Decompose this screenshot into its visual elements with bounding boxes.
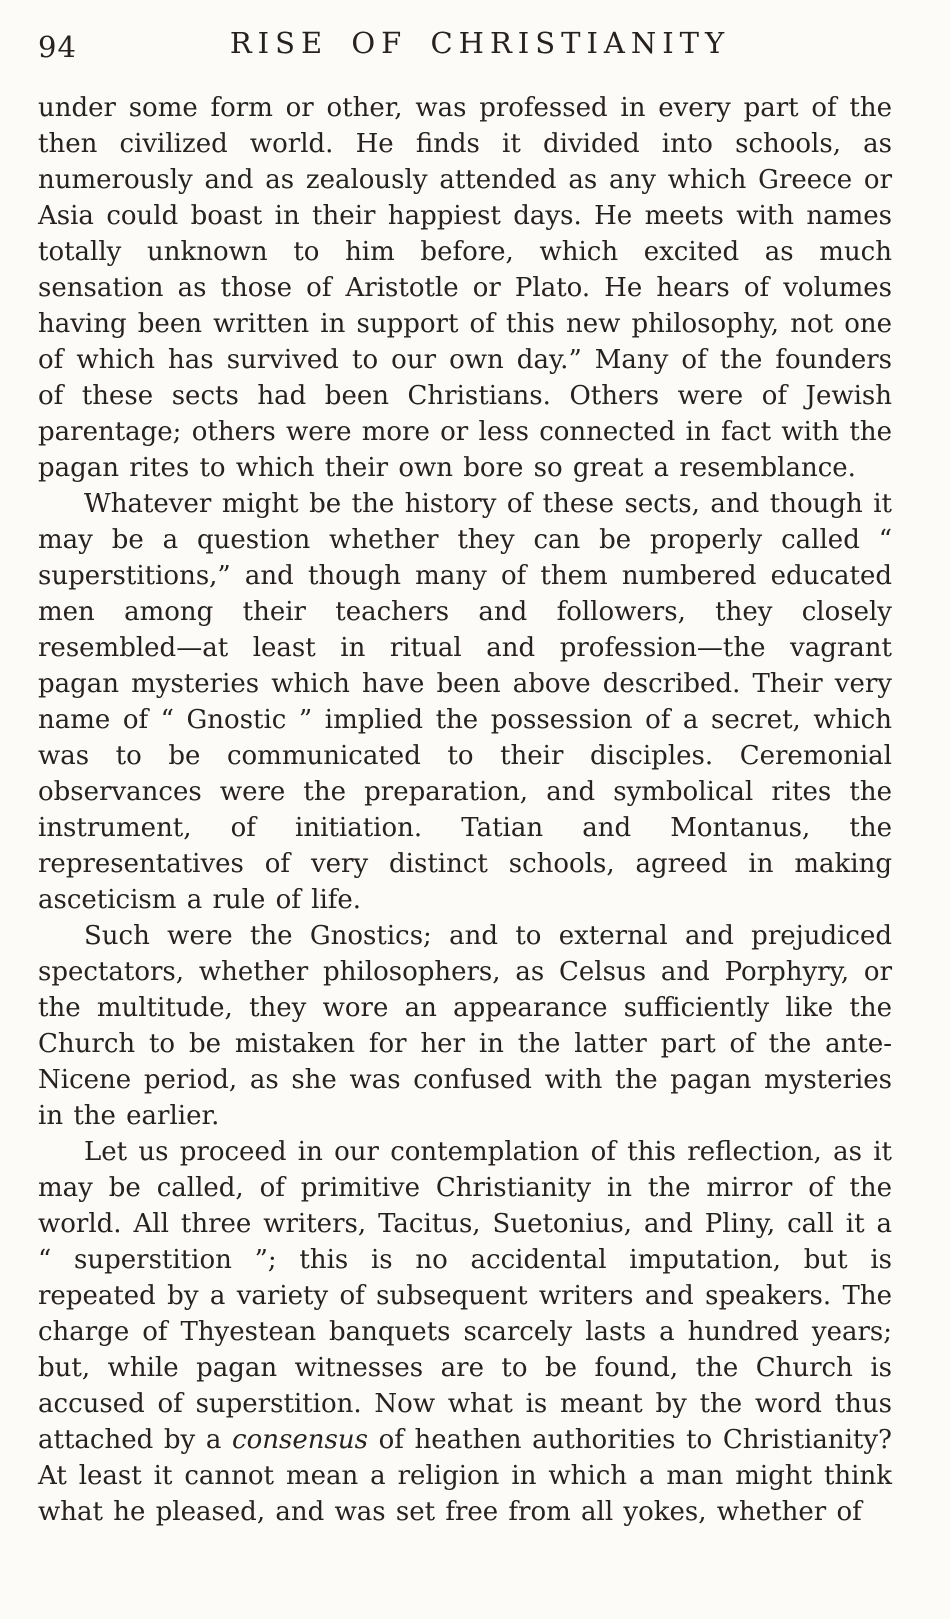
paragraph: under some form or other, was professed in every part of the then civilized world. He finds it divided into schools, as numerously and as zealously attended as any which Greece or Asia could boast in their happiest days. He meets with names totally unknown to him before, which excited as much sensation as those of Aristotle or Plato. He hears of volumes having been written in support of this new philosophy, not one of which has survived to our own day.” Many of the founders of these sects had been Christians. Others were of Jewish parentage; others were more or less connected in fact with the pagan rites to which their own bore so great a resemblance. bbox=[38, 93, 892, 483]
italic-word-consensus: consensus bbox=[232, 1425, 368, 1455]
paragraph-text: Let us proceed in our contemplation of this reflection, as it may be called, of primitive Christianity in the mirror of the world. All three writers, Tacitus, Suetonius, and Pliny, call it a “ superstition ”; this is no accidental imputation, but is repeated by a variety of subsequent writers and speakers. The charge of Thyestean banquets scarcely lasts a hundred years; but, while pagan witnesses are to be found, the Church is accused of superstition. Now what is meant by the word thus attached by a bbox=[38, 1137, 892, 1455]
page-header bbox=[38, 26, 892, 72]
page-number: 94 bbox=[38, 30, 77, 64]
paragraph bbox=[38, 1134, 892, 1530]
body-text bbox=[38, 90, 892, 1530]
paragraph-text: of heathen authorities to Christianity? At least it cannot mean a religion in which a man might think what he pleased, and was set free from all yokes, whether of bbox=[38, 1425, 892, 1527]
paragraph: Whatever might be the history of these sects, and though it may be a question whether they can be properly called “ superstitions,” and though many of them numbered educated men among their teachers and followers, they closely resembled—at least in ritual and profession—the vagrant pagan mysteries which have been above described. Their very name of “ Gnostic ” implied the possession of a secret, which was to be communicated to their disciples. Ceremonial observances were the preparation, and symbolical rites the instrument, of initiation. Tatian and Montanus, the representatives of very distinct schools, agreed in making asceticism a rule of life. bbox=[38, 489, 892, 915]
running-head: RISE OF CHRISTIANITY bbox=[229, 26, 731, 60]
paragraph: Such were the Gnostics; and to external and prejudiced spectators, whether philosophers, as Celsus and Porphyry, or the multitude, they wore an appearance sufficiently like the Church to be mistaken for her in the latter part of the ante-Nicene period, as she was confused with the pagan mysteries in the earlier. bbox=[38, 921, 892, 1131]
